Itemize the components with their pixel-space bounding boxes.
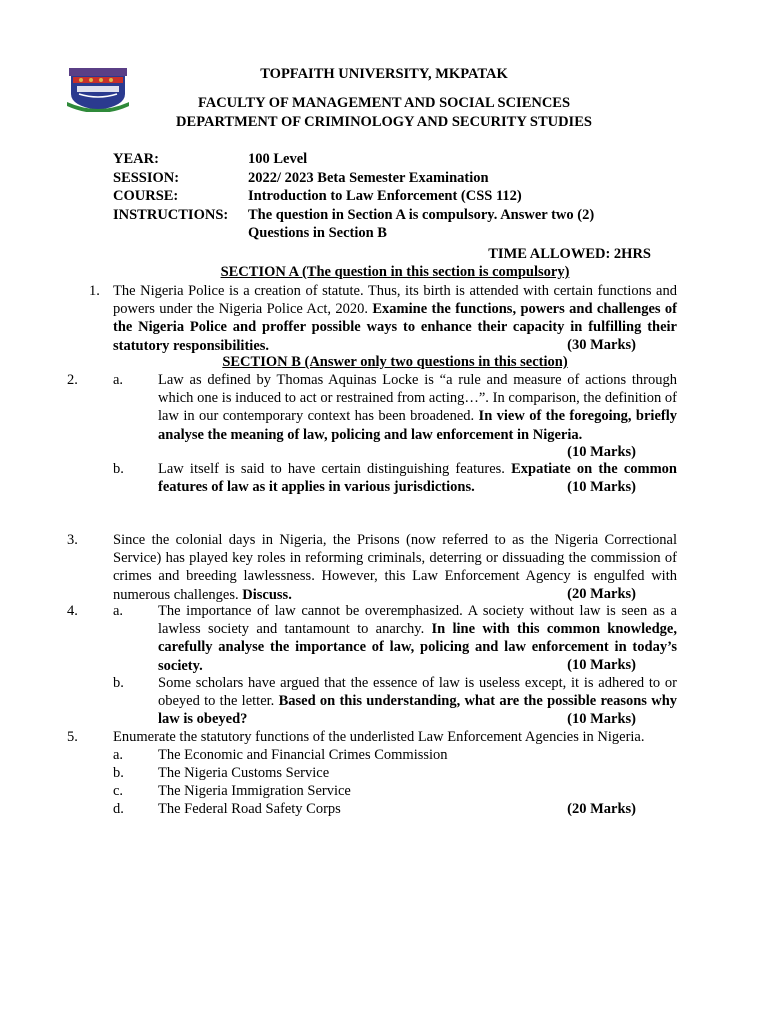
year-label: YEAR: [113, 151, 159, 167]
list-item: The Federal Road Safety Corps [158, 801, 341, 817]
question-marks: (30 Marks) [567, 337, 636, 353]
list-item-label: a. [113, 747, 124, 763]
question-2b-marks: (10 Marks) [567, 479, 636, 495]
question-number: 1. [89, 283, 100, 299]
question-text: The Nigeria Police is a creation of statute. Thus, its birth is attended with certain functions and powers under the Nigeria Police Act, 2020. Examine the functions, powers and challenges of the Nigeria Police and proffer possible ways to enhance their capacity in fulfilling their statutory responsibilities. [113, 283, 677, 354]
session-value: 2022/ 2023 Beta Semester Examination [248, 169, 489, 186]
exam-meta [113, 150, 628, 243]
list-item-label: d. [113, 801, 124, 817]
sub-label: b. [113, 461, 124, 477]
list-item: The Nigeria Immigration Service [158, 783, 351, 799]
sub-label: b. [113, 675, 124, 691]
question-2a-marks: (10 Marks) [567, 444, 636, 460]
instructions-value-continued: Questions in Section B [248, 225, 387, 242]
question-text: Enumerate the statutory functions of the underlisted Law Enforcement Agencies in Nigeria. [113, 729, 645, 745]
time-allowed: TIME ALLOWED: 2HRS [488, 246, 651, 262]
course-value: Introduction to Law Enforcement (CSS 112) [248, 188, 522, 205]
question-4b-text: Some scholars have argued that the essence of law is useless except, it is adhered to or obeyed to the letter. Based on this understanding, what are the possible reasons why law is obeyed? [158, 675, 678, 728]
question-4b-marks: (10 Marks) [567, 711, 636, 727]
question-number: 5. [67, 729, 78, 745]
course-label: COURSE: [113, 188, 179, 205]
faculty-name: FACULTY OF MANAGEMENT AND SOCIAL SCIENCES [197, 95, 571, 111]
question-text: Since the colonial days in Nigeria, the Prisons (now referred to as the Nigeria Correctional Service) has played key roles in reforming criminals, deterring or dissuading the commission of crimes and breeding lawlessness. However, this Law Enforcement Agency is engulfed with numerous challenges. Discuss. [113, 532, 677, 603]
session-label: SESSION: [113, 169, 180, 186]
question-4a-marks: (10 Marks) [567, 657, 636, 673]
question-number: 4. [67, 603, 78, 619]
list-item: The Economic and Financial Crimes Commission [158, 747, 448, 763]
question-4 [0, 602, 768, 728]
question-3 [0, 531, 768, 603]
list-item: The Nigeria Customs Service [158, 765, 330, 781]
sub-label: a. [113, 372, 124, 388]
sub-label: a. [113, 603, 124, 619]
instructions-label: INSTRUCTIONS: [113, 206, 229, 223]
question-4a-text: The importance of law cannot be overemphasized. A society without law is seen as a lawless society and tantamount to anarchy. In line with this common knowledge, carefully analyse the importance of law, policing and law enforcement in today’s society. [158, 603, 677, 674]
year-value: 100 Level [248, 151, 308, 167]
list-item-label: c. [113, 783, 124, 799]
question-number: 2. [67, 372, 78, 388]
university-name: TOPFAITH UNIVERSITY, MKPATAK [260, 66, 508, 82]
question-5 [0, 728, 768, 820]
question-marks: (20 Marks) [567, 801, 636, 817]
list-item-label: b. [113, 765, 124, 781]
question-2a-text: Law as defined by Thomas Aquinas Locke is “a rule and measure of actions through which one is induced to act or restrained from acting…”. In comparison, the definition of law in our contemporary context has been broadened. In view of the foregoing, briefly analyse the meaning of law, policing and law enforcement in Nigeria. [158, 372, 677, 443]
question-2 [0, 371, 768, 497]
section-b-heading: SECTION B (Answer only two questions in this section) [222, 354, 568, 370]
department-name: DEPARTMENT OF CRIMINOLOGY AND SECURITY STUDIES [176, 114, 592, 130]
section-a-heading: SECTION A (The question in this section is compulsory) [220, 264, 570, 280]
question-number: 3. [67, 532, 78, 548]
instructions-value: The question in Section A is compulsory. Answer two (2) [248, 206, 595, 223]
question-1 [0, 282, 768, 354]
question-marks: (20 Marks) [567, 586, 636, 602]
question-2b-text: Law itself is said to have certain distinguishing features. Expatiate on the common features of law as it applies in various jurisdictions. [158, 461, 677, 496]
